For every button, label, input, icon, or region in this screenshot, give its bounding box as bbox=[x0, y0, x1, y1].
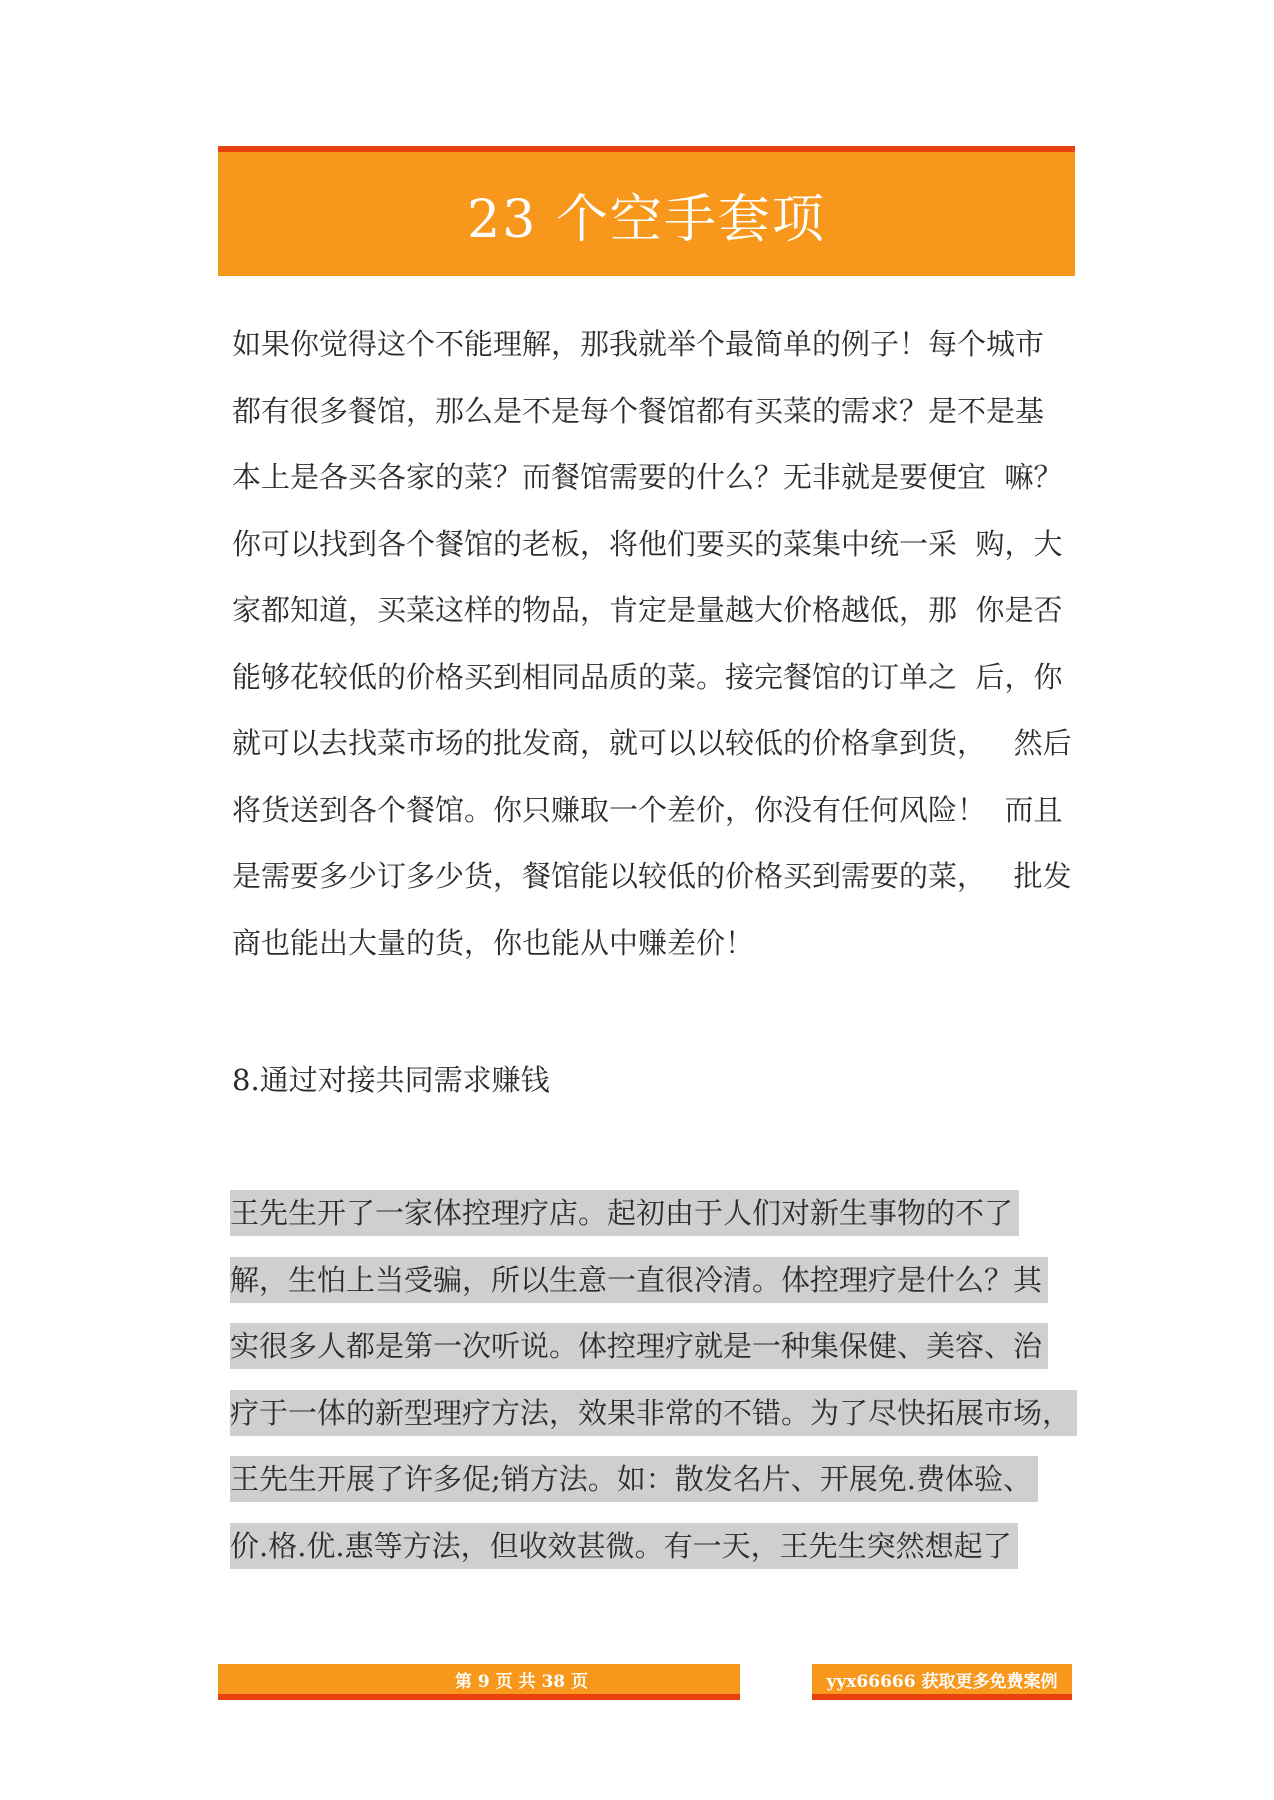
paragraph-line: 是需要多少订多少货，餐馆能以较低的价格买到需要的菜， 批发 bbox=[232, 859, 1072, 893]
page-title: 23 个空手套项 bbox=[467, 189, 826, 250]
paragraph-line: 商也能出大量的货，你也能从中赚差价！ bbox=[232, 925, 755, 960]
title-banner bbox=[218, 146, 1075, 276]
highlighted-line bbox=[232, 1180, 1092, 1247]
paragraph-line: 能够花较低的价格买到相同品质的菜。接完餐馆的订单之 后，你 bbox=[232, 659, 1063, 694]
footer-promo bbox=[812, 1664, 1072, 1700]
highlighted-text: 价.格.优.惠等方法，但收效甚微。有一天，王先生突然想起了 bbox=[230, 1523, 1018, 1569]
highlighted-line bbox=[232, 1313, 1092, 1380]
highlighted-line bbox=[232, 1380, 1092, 1447]
highlighted-text: 王先生开了一家体控理疗店。起初由于人们对新生事物的不了 bbox=[230, 1190, 1019, 1236]
paragraph-line: 都有很多餐馆，那么是不是每个餐馆都有买菜的需求？是不是基 bbox=[232, 393, 1045, 428]
paragraph-2-highlighted bbox=[232, 1180, 1092, 1579]
paragraph-line: 如果你觉得这个不能理解，那我就举个最简单的例子！每个城市 bbox=[232, 327, 1045, 361]
footer-page-info bbox=[218, 1664, 740, 1700]
highlighted-line bbox=[232, 1247, 1092, 1314]
highlighted-text: 王先生开展了许多促;销方法。如：散发名片、开展免.费体验、 bbox=[230, 1456, 1038, 1502]
highlighted-text: 疗于一体的新型理疗方法，效果非常的不错。为了尽快拓展市场， bbox=[230, 1390, 1077, 1436]
paragraph-line: 将货送到各个餐馆。你只赚取一个差价，你没有任何风险！ 而且 bbox=[232, 792, 1063, 827]
paragraph-1 bbox=[232, 311, 1092, 976]
paragraph-line: 你可以找到各个餐馆的老板，将他们要买的菜集中统一采 购，大 bbox=[232, 526, 1063, 561]
paragraph-line: 本上是各买各家的菜？而餐馆需要的什么？无非就是要便宜 嘛？ bbox=[232, 460, 1063, 494]
paragraph-line: 家都知道，买菜这样的物品，肯定是量越大价格越低，那 你是否 bbox=[232, 593, 1063, 627]
section-heading: 8.通过对接共同需求赚钱 bbox=[232, 1063, 550, 1097]
highlighted-text: 解，生怕上当受骗，所以生意一直很冷清。体控理疗是什么？其 bbox=[230, 1257, 1048, 1303]
paragraph-line: 就可以去找菜市场的批发商，就可以以较低的价格拿到货， 然后 bbox=[232, 726, 1072, 760]
highlighted-line bbox=[232, 1446, 1092, 1513]
highlighted-line bbox=[232, 1513, 1092, 1580]
highlighted-text: 实很多人都是第一次听说。体控理疗就是一种集保健、美容、治 bbox=[230, 1323, 1048, 1369]
promo-text: yyx66666 获取更多免费案例 bbox=[826, 1671, 1058, 1692]
page-number-text: 第 9 页 共 38 页 bbox=[454, 1671, 589, 1692]
